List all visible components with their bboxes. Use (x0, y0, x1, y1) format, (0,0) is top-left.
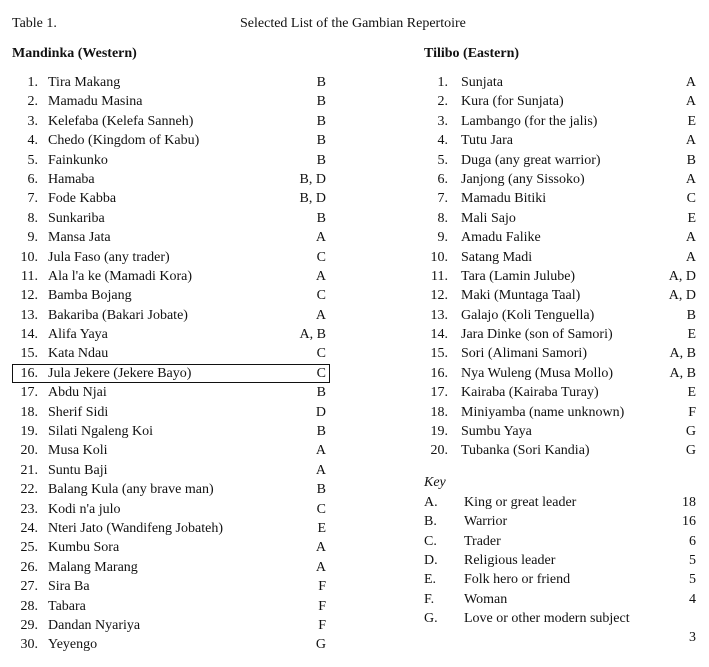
category-code: F (318, 617, 326, 633)
category-code: G (685, 443, 696, 459)
category-code: A (685, 171, 696, 187)
category-code: F (688, 404, 696, 420)
category-code: A (315, 540, 326, 556)
row-number: 14. (20, 327, 38, 343)
category-code: A, D (668, 288, 696, 304)
category-code: A (685, 133, 696, 149)
key-row (424, 609, 696, 647)
song-title: Lambango (for the jalis) (461, 113, 598, 129)
song-title: Kodi n'a julo (48, 501, 121, 517)
category-code: B (316, 385, 326, 401)
table-row (12, 364, 330, 383)
tilibo-list (424, 73, 696, 461)
category-code: B (316, 210, 326, 226)
key-label: Love or other modern subject (464, 611, 630, 627)
table-row (12, 422, 330, 441)
song-title: Suntu Baji (48, 462, 108, 478)
key-count: 4 (689, 591, 696, 607)
table-row (12, 248, 330, 267)
category-code: A, B (669, 365, 696, 381)
category-code: F (318, 579, 326, 595)
song-title: Mali Sajo (461, 210, 516, 226)
category-code: A (315, 559, 326, 575)
table-row (12, 441, 330, 460)
row-number: 16. (20, 365, 38, 381)
tilibo-heading: Tilibo (Eastern) (424, 46, 520, 61)
key-row (424, 493, 696, 512)
key-count: 5 (689, 572, 696, 588)
row-number: 5. (27, 152, 38, 168)
table-row (12, 403, 330, 422)
category-code: A (685, 75, 696, 90)
category-code: B (686, 307, 696, 323)
key-label: Woman (464, 591, 508, 607)
key-label: King or great leader (464, 494, 577, 510)
category-code: A (685, 94, 696, 110)
category-code: A (685, 230, 696, 246)
song-title: Balang Kula (any brave man) (48, 482, 214, 498)
song-title: Maki (Muntaga Taal) (461, 288, 581, 304)
row-number: 23. (20, 501, 38, 517)
category-code: A (315, 230, 326, 246)
table-row (424, 325, 696, 344)
song-title: Sira Ba (48, 579, 90, 595)
table-row (12, 558, 330, 577)
row-number: 7. (437, 191, 448, 207)
key-letter: C. (424, 533, 437, 549)
table-row (424, 364, 696, 383)
song-title: Tutu Jara (461, 133, 513, 149)
table-row (424, 286, 696, 305)
category-code: F (318, 598, 326, 614)
song-title: Satang Madi (461, 249, 533, 265)
row-number: 13. (430, 307, 448, 323)
song-title: Fainkunko (48, 152, 108, 168)
row-number: 15. (20, 346, 38, 362)
table-row (12, 383, 330, 402)
table-row (424, 383, 696, 402)
row-number: 18. (430, 404, 448, 420)
row-number: 1. (437, 75, 448, 90)
row-number: 9. (27, 230, 38, 246)
table-row (424, 112, 696, 131)
table-row (424, 170, 696, 189)
row-number: 6. (437, 171, 448, 187)
song-title: Duga (any great warrior) (461, 152, 601, 168)
table-row (424, 209, 696, 228)
row-number: 22. (20, 482, 38, 498)
table-row (424, 306, 696, 325)
table-row (12, 92, 330, 111)
row-number: 13. (20, 307, 38, 323)
song-title: Sori (Alimani Samori) (461, 346, 587, 362)
song-title: Musa Koli (48, 443, 108, 459)
row-number: 12. (430, 288, 448, 304)
song-title: Tira Makang (48, 75, 121, 90)
category-code: A, B (669, 346, 696, 362)
table-row (12, 480, 330, 499)
row-number: 3. (437, 113, 448, 129)
table-label: Table 1. (12, 16, 57, 31)
table-row (424, 131, 696, 150)
table-row (12, 151, 330, 170)
song-title: Jula Faso (any trader) (48, 249, 170, 265)
key-label: Trader (464, 533, 501, 549)
row-number: 25. (20, 540, 38, 556)
row-number: 10. (430, 249, 448, 265)
song-title: Nya Wuleng (Musa Mollo) (461, 365, 613, 381)
song-title: Fode Kabba (48, 191, 117, 207)
category-code: B, D (299, 171, 326, 187)
category-code: E (317, 520, 326, 536)
category-code: A, D (668, 268, 696, 284)
key-label: Folk hero or friend (464, 572, 571, 588)
row-number: 9. (437, 230, 448, 246)
table-row (424, 248, 696, 267)
row-number: 28. (20, 598, 38, 614)
row-number: 10. (20, 249, 38, 265)
key-row (424, 532, 696, 551)
row-number: 5. (437, 152, 448, 168)
row-number: 3. (27, 113, 38, 129)
row-number: 19. (430, 424, 448, 440)
mandinka-list (12, 73, 330, 655)
category-code: A (315, 443, 326, 459)
category-code: E (687, 385, 696, 401)
row-number: 1. (27, 75, 38, 90)
row-number: 27. (20, 579, 38, 595)
key-count: 3 (689, 630, 696, 646)
tilibo-column (424, 44, 696, 647)
row-number: 17. (430, 385, 448, 401)
category-code: C (686, 191, 696, 207)
song-title: Kura (for Sunjata) (461, 94, 564, 110)
key-label: Warrior (464, 514, 508, 530)
category-code: A (315, 268, 326, 284)
table-row (12, 73, 330, 92)
table-row (12, 189, 330, 208)
category-code: B (686, 152, 696, 168)
category-code: G (685, 424, 696, 440)
table-row (12, 131, 330, 150)
table-row (424, 422, 696, 441)
song-title: Mansa Jata (48, 230, 111, 246)
category-code: B (316, 424, 326, 440)
key-count: 18 (682, 494, 696, 510)
table-row (12, 538, 330, 557)
table-row (424, 73, 696, 92)
key-row (424, 570, 696, 589)
table-row (12, 325, 330, 344)
key-count: 6 (689, 533, 696, 549)
row-number: 12. (20, 288, 38, 304)
song-title: Tabara (48, 598, 86, 614)
key-letter: G. (424, 611, 438, 627)
row-number: 17. (20, 385, 38, 401)
row-number: 6. (27, 171, 38, 187)
table-row (424, 189, 696, 208)
category-code: C (316, 288, 326, 304)
song-title: Amadu Falike (461, 230, 541, 246)
key-row (424, 551, 696, 570)
row-number: 15. (430, 346, 448, 362)
song-title: Hamaba (48, 171, 95, 187)
category-code: E (687, 210, 696, 226)
category-code: C (316, 346, 326, 362)
category-code: B (316, 133, 326, 149)
key-letter: A. (424, 494, 438, 510)
row-number: 7. (27, 191, 38, 207)
row-number: 11. (431, 268, 448, 284)
row-number: 24. (20, 520, 38, 536)
song-title: Kairaba (Kairaba Turay) (461, 385, 599, 401)
category-code: B (316, 94, 326, 110)
key-count: 5 (689, 552, 696, 568)
song-title: Bakariba (Bakari Jobate) (48, 307, 188, 323)
table-row (12, 286, 330, 305)
song-title: Malang Marang (48, 559, 138, 575)
song-title: Dandan Nyariya (48, 617, 141, 633)
key-label: Religious leader (464, 552, 556, 568)
table-row (12, 228, 330, 247)
song-title: Tubanka (Sori Kandia) (461, 443, 590, 459)
key-row (424, 512, 696, 531)
table-row (12, 209, 330, 228)
table-row (12, 577, 330, 596)
key-letter: B. (424, 514, 437, 530)
row-number: 8. (437, 210, 448, 226)
song-title: Chedo (Kingdom of Kabu) (48, 133, 200, 149)
song-title: Silati Ngaleng Koi (48, 424, 153, 440)
category-code: B (316, 152, 326, 168)
row-number: 20. (430, 443, 448, 459)
category-code: B (316, 113, 326, 129)
row-number: 8. (27, 210, 38, 226)
row-number: 18. (20, 404, 38, 420)
row-number: 29. (20, 617, 38, 633)
table-row (424, 267, 696, 286)
category-code: A, B (299, 327, 326, 343)
row-number: 2. (27, 94, 38, 110)
song-title: Sherif Sidi (48, 404, 109, 420)
table-row (12, 635, 330, 654)
table-row (424, 403, 696, 422)
row-number: 19. (20, 424, 38, 440)
row-number: 2. (437, 94, 448, 110)
table-row (424, 151, 696, 170)
row-number: 20. (20, 443, 38, 459)
category-code: C (316, 249, 326, 265)
category-code: C (316, 501, 326, 517)
key-count: 16 (682, 514, 696, 530)
row-number: 21. (20, 462, 38, 478)
song-title: Abdu Njai (48, 385, 107, 401)
table-row (424, 228, 696, 247)
table-title: Selected List of the Gambian Repertoire (240, 16, 466, 31)
category-code: A (685, 249, 696, 265)
category-code: B, D (299, 191, 326, 207)
song-title: Galajo (Koli Tenguella) (461, 307, 595, 323)
song-title: Miniyamba (name unknown) (461, 404, 625, 420)
song-title: Ala l'a ke (Mamadi Kora) (48, 268, 193, 284)
song-title: Jara Dinke (son of Samori) (461, 327, 613, 343)
song-title: Alifa Yaya (48, 327, 108, 343)
song-title: Tara (Lamin Julube) (461, 268, 576, 284)
row-number: 16. (430, 365, 448, 381)
row-number: 14. (430, 327, 448, 343)
table-row (424, 92, 696, 111)
song-title: Sunkariba (48, 210, 105, 226)
table-row (12, 461, 330, 480)
key-letter: D. (424, 552, 438, 568)
song-title: Bamba Bojang (48, 288, 132, 304)
table-row (12, 112, 330, 131)
key-heading: Key (424, 474, 446, 490)
table-row (12, 519, 330, 538)
category-code: E (687, 113, 696, 129)
key-letter: F. (424, 591, 435, 607)
song-title: Jula Jekere (Jekere Bayo) (48, 365, 192, 381)
category-code: A (315, 462, 326, 478)
table-row (12, 170, 330, 189)
category-code: A (315, 307, 326, 323)
table-row (424, 344, 696, 363)
key-row (424, 590, 696, 609)
row-number: 30. (20, 637, 38, 653)
song-title: Sunjata (461, 75, 503, 90)
song-title: Mamadu Bitiki (461, 191, 547, 207)
row-number: 11. (21, 268, 38, 284)
song-title: Kumbu Sora (48, 540, 120, 556)
table-row (12, 597, 330, 616)
category-code: B (316, 75, 326, 90)
song-title: Janjong (any Sissoko) (461, 171, 585, 187)
table-row (12, 344, 330, 363)
mandinka-column (12, 44, 330, 655)
category-code: B (316, 482, 326, 498)
table-row (12, 616, 330, 635)
song-title: Sumbu Yaya (461, 424, 532, 440)
table-row (12, 500, 330, 519)
row-number: 4. (27, 133, 38, 149)
table-row (424, 441, 696, 460)
category-code: E (687, 327, 696, 343)
key-letter: E. (424, 572, 437, 588)
table-row (12, 267, 330, 286)
mandinka-heading: Mandinka (Western) (12, 46, 137, 61)
song-title: Yeyengo (48, 637, 98, 653)
category-code: C (316, 365, 326, 381)
row-number: 26. (20, 559, 38, 575)
category-code: G (315, 637, 326, 653)
table-row (12, 306, 330, 325)
song-title: Nteri Jato (Wandifeng Jobateh) (48, 520, 223, 536)
song-title: Mamadu Masina (48, 94, 143, 110)
category-code: D (315, 404, 326, 420)
song-title: Kelefaba (Kelefa Sanneh) (48, 113, 194, 129)
song-title: Kata Ndau (48, 346, 109, 362)
key-list (424, 493, 696, 647)
row-number: 4. (437, 133, 448, 149)
